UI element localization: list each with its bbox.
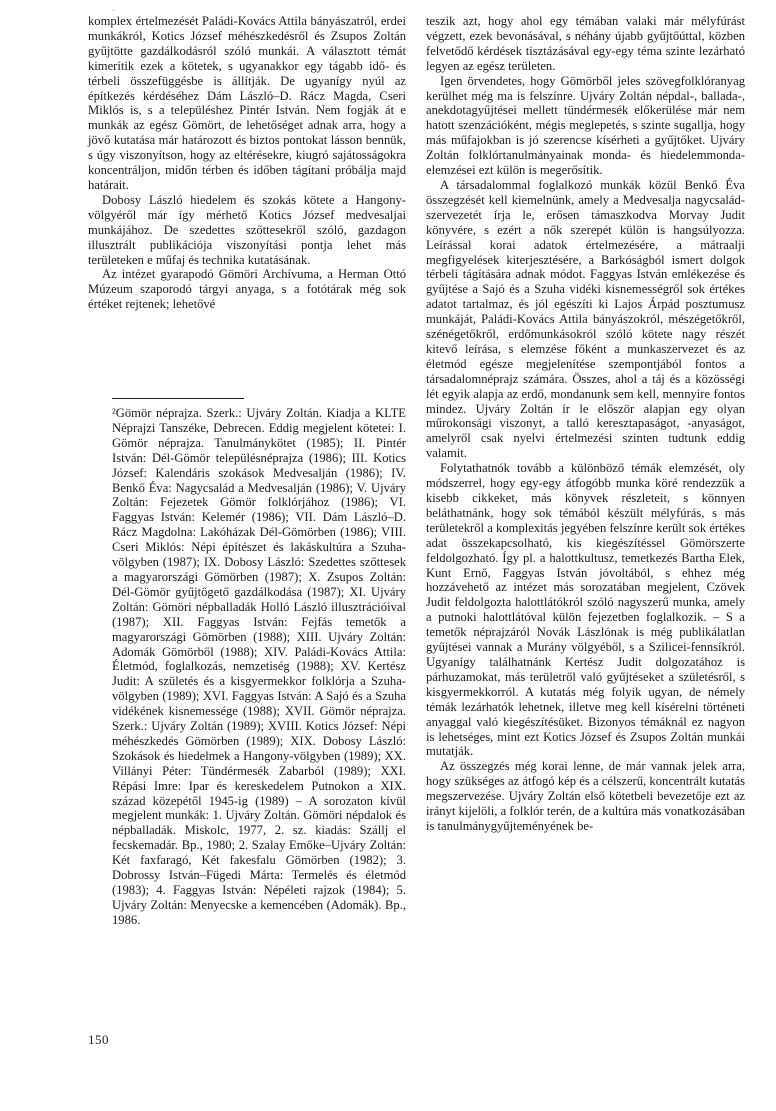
right-paragraph-3: A társadalommal foglalkozó munkák közül Benkő Éva összegzését kell kiemelnünk, amely a Medvesalja nagycsalád-szervezetét írja le, erősen támaszkodva Morvay Judit könyvére, s ezért a nők szerepét külön is hangsúlyozza. Leírással korai adatok értelmezésére, a mátraalji megfigyelések kiterjesztésére, a Barkóságból ismert dolgok térbeli tágítására adnak módot. Faggyas István emlékezése és gyűjtése a Sajó és a Szuha vidéki kisnemességről sok értékes adatot tartalmaz, és jól egészíti ki Lajos Árpád posztumusz munkáját, Paládi-Kovács Attila bányászokról, mészégetőkről, szénégetőkről, erdőmunkásokról szóló kötete nagy részét kitevő leírása, s elemzése főként a munkaszervezet és az életmód egésze megjelenítése szempontjából fontos a társadalomnéprajz számára. Összes, ahol a táj és a közösségi lét egyik alapja az erdő, mondanunk sem kell, mennyire fontos mindez. Ujváry Zoltán ír le először alapjan egy olyan műrokonsági viszonyt, a talló keresztapaságot, -anyaságot, amelyről csak nyelvi értelmezési szinten tudtunk eddig valamit. xyxy=(426,177,745,461)
left-paragraph-3: Az intézet gyarapodó Gömöri Archívuma, a Herman Ottó Múzeum szaporodó tárgyi anyaga, s a fotótárak még sok értéket rejtenek; lehetővé xyxy=(88,267,406,312)
footnote-text: ²Gömör néprajza. Szerk.: Ujváry Zoltán. Kiadja a KLTE Néprajzi Tanszéke, Debrecen. Eddig megjelent kötetei: I. Gömör néprajza. Tanulmánykötet (1985); II. Pintér István: Dél-Gömör településnéprajza (1986); III. Kotics József: Kalendáris szokások Medvesalján (1986); IV. Benkő Éva: Nagycsalád a Medvesalján (1986); V. Ujváry Zoltán: Fejezetek Gömör folklórjához (1986); VI. Faggyas István: Kelemér (1986); VII. Dám László–D. Rácz Magdolna: Lakóházak Dél-Gömörben (1986); VIII. Cseri Miklós: Népi építészet és lakáskultúra a Szuha-völgyben (1987); IX. Dobosy László: Szedettes szőttesek a magyarországi Gömörben (1987); X. Zsupos Zoltán: Dél-Gömör gyűjtőgető gazdálkodása (1987); XI. Ujváry Zoltán: Gömöri népballadák Holló László illusztrációival (1987); XII. Faggyas István: Fejfás temetők a magyarországi Gömörben (1988); XIII. Ujváry Zoltán: Adomák Gömörből (1988); XIV. Paládi-Kovács Attila: Életmód, foglalkozás, nemzetiség (1988); XV. Kertész Judit: A születés és a kisgyermekkor folklórja a Szuha-völgyben (1989); XVI. Faggyas István: A Sajó és a Szuha vidékének kisnemessége (1988); XVII. Gömör néprajza. Szerk.: Ujváry Zoltán (1989); XVIII. Kotics József: Népi méhészkedés Gömörben (1989); XIX. Dobosy László: Szokások és hiedelmek a Hangony-völgyben (1989); XX. Villányi Péter: Tündérmesék Zabarból (1989); XXI. Répási Imre: Ipar és kereskedelem Putnokon a XIX. század közepétől 1945-ig (1989) – A sorozaton kívül megjelent munkák: 1. Ujváry Zoltán. Gömöri népdalok és népballadák. Miskolc, 1977, 2. sz. kiadás: Szállj el fecskemadár. Bp., 1980; 2. Szalay Emőke–Ujváry Zoltán: Két faxfaragó, Két fakesfalu Gömörben (1982); 3. Dobrossy István–Fügedi Márta: Termelés és életmód (1983); 4. Faggyas István: Népéleti rajzok (1984); 5. Ujváry Zoltán: Menyecske a kemencében (Adomák). Bp., 1986. xyxy=(112,406,406,927)
right-column xyxy=(426,14,745,834)
footnote-rule xyxy=(112,398,244,399)
right-paragraph-1: teszik azt, hogy ahol egy témában valaki már mélyfúrást végzett, ezek bevonásával, s néhány újabb gyűjtőúttal, közben felvetődő kérdések tisztázásával egy-egy téma szinte lezárható legyen az egész területen. xyxy=(426,14,745,73)
right-paragraph-5: Az összegzés még korai lenne, de már vannak jelek arra, hogy szükséges az átfogó kép és a célszerű, koncentrált kutatás megszervezése. Ujváry Zoltán első kötetbeli bevezetője ezt az irányt kijelöli, a folklór terén, de a kultúra más vonatkozásában is tanulmánygyűjteményének be- xyxy=(426,759,745,833)
right-paragraph-4: Folytathatnók tovább a különböző témák elemzését, oly módszerrel, hogy egy-egy átfogóbb munka köré rendezzük a kisebb cikkeket, más könyvek részleteit, s könnyen beláthatnánk, hogy sok témából készült mélyfúrás, s más területekről a komplexitás jegyében felszínre került sok értékes adat összekapcsolható, kis kiegészítéssel Gömörszerte feldolgozható. Így pl. a halottkultusz, temetkezés Bartha Elek, Kunt Ernő, Faggyas István jóvoltából, s ehhez még hozzávehető az intézet más sorozatában megjelent, Czövek Judit feldolgozta halottlátókról szóló nagyszerű munka, amely a putnoki halottlátóval külön fejezetben foglalkozik. – S a temetők néprajzáról Novák Lászlónak is még publikálatlan gyűjtései vannak a Murány völgyéből, s a Szilicei-fennsíkról. Ugyanígy találhatnánk Kertész Judit dolgozatához is párhuzamokat, más területről való gyűjtéseket a születésről, s kisgyermekkorról. A kutatás még folyik ugyan, de némely témák lezárhatók lehetnek, illetve meg kell kísérelni történeti anyaggal való kiegészítésüket. Bizonyos témáknál ez nagyon is lehetséges, mint ezt Kotics József és Zsupos Zoltán munkái mutatják. xyxy=(426,461,745,759)
page-speck: · xyxy=(112,6,115,15)
right-paragraph-2: Igen örvendetes, hogy Gömörből jeles szövegfolklóranyag kerülhet még ma is felszínre. Ujváry Zoltán népdal-, ballada-, anekdotagyűjtései mellett tündérmesék előkerülése már nem hatott szenzációként, mégis meglepetés, s szinte sugallja, hogy más műfajokban is jó szerencse kísérheti a gyűjtőket. Ujváry Zoltán folklórtanulmányainak monda- és hiedelemmonda-elemzései ezt külön is megerősítik. xyxy=(426,73,745,178)
left-column xyxy=(88,14,406,312)
page-number: 150 xyxy=(88,1032,109,1047)
footnote xyxy=(112,406,406,928)
left-paragraph-1: komplex értelmezését Paládi-Kovács Attila bányászatról, erdei munkákról, Kotics József méhészkedésről és Zsupos Zoltán gyűjtötte gazdálkodásról szóló munkái. A választott témát kimerítik ezek a kötetek, s ugyanakkor egy tágabb idő- és térbeli összefüggésbe is állítják. De ugyanígy nyúl az építkezés kérdéséhez Dám László–D. Rácz Magda, Cseri Miklós is, s a településhez Pintér István. Nem fogják át e munkák az egész Gömört, de lehetőséget adnak arra, hogy a jövő kutatása már határozott és biztos pontokat lásson bennük, s úgy viszonyítson, hogy az eltérésekre, kiugró sajátosságokra koncentráljon, midőn térben és időben tágítani próbálja majd határait. xyxy=(88,14,406,192)
left-paragraph-2: Dobosy László hiedelem és szokás kötete a Hangony-völgyéről már így mérhető Kotics József medvesaljai munkájához. De szedettes szőttesekről szóló, gazdagon illusztrált publikációja viszonyítási pontja lehet más területeken e műfaj és technika kutatásának. xyxy=(88,192,406,267)
